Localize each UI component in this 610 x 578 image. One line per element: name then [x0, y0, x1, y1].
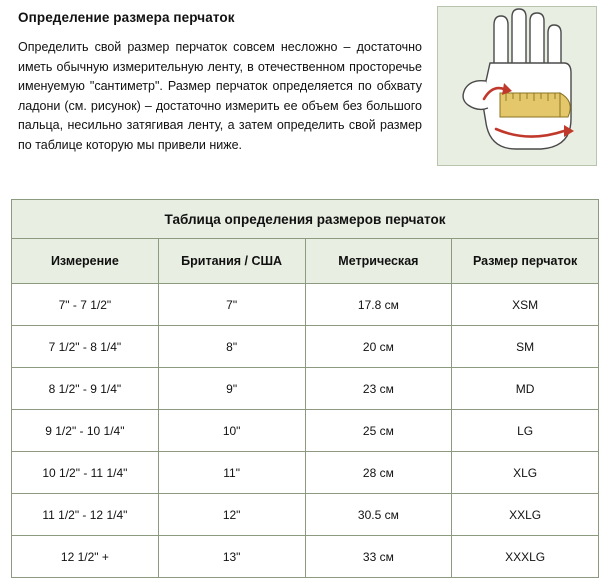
- table-caption-row: [12, 200, 599, 239]
- cell-measurement: 7 1/2" - 8 1/4": [12, 326, 159, 368]
- intro-paragraph: Определить свой размер перчаток совсем несложно – достаточно иметь обычную измерительную ленту, в отечественном просторечье именуемую "сантиметр". Размер перчаток определяется по обхвату ладони (см. рисунок) – достаточно измерить ее объем без большого пальца, несильно затягивая ленту, а затем определить свой размер по таблице которую мы привели ниже.: [18, 40, 422, 152]
- table-header-row: [12, 239, 599, 284]
- cell-glove-size: LG: [452, 410, 599, 452]
- hand-illustration-svg: [438, 7, 596, 165]
- cell-uk-usa: 7": [158, 284, 305, 326]
- table-body: [12, 284, 599, 578]
- cell-metric: 17.8 см: [305, 284, 452, 326]
- page-title: Определение размера перчаток: [18, 10, 235, 25]
- cell-measurement: 10 1/2" - 11 1/4": [12, 452, 159, 494]
- column-header-measurement: Измерение: [12, 239, 159, 284]
- table-row: [12, 410, 599, 452]
- cell-glove-size: XXXLG: [452, 536, 599, 578]
- table-caption: Таблица определения размеров перчаток: [12, 200, 599, 239]
- cell-glove-size: MD: [452, 368, 599, 410]
- glove-size-table: [11, 199, 599, 578]
- cell-metric: 30.5 см: [305, 494, 452, 536]
- cell-measurement: 12 1/2" +: [12, 536, 159, 578]
- cell-glove-size: SM: [452, 326, 599, 368]
- cell-glove-size: XSM: [452, 284, 599, 326]
- cell-measurement: 8 1/2" - 9 1/4": [12, 368, 159, 410]
- cell-measurement: 7" - 7 1/2": [12, 284, 159, 326]
- table-row: [12, 452, 599, 494]
- cell-metric: 28 см: [305, 452, 452, 494]
- table-row: [12, 368, 599, 410]
- cell-measurement: 11 1/2" - 12 1/4": [12, 494, 159, 536]
- column-header-metric: Метрическая: [305, 239, 452, 284]
- cell-metric: 25 см: [305, 410, 452, 452]
- column-header-glove-size: Размер перчаток: [452, 239, 599, 284]
- table-row: [12, 326, 599, 368]
- tape-measure: [500, 93, 570, 117]
- cell-glove-size: XLG: [452, 452, 599, 494]
- cell-metric: 20 см: [305, 326, 452, 368]
- cell-uk-usa: 9": [158, 368, 305, 410]
- cell-uk-usa: 13": [158, 536, 305, 578]
- table-row: [12, 284, 599, 326]
- cell-uk-usa: 8": [158, 326, 305, 368]
- hand-measuring-illustration: [437, 6, 597, 166]
- table-row: [12, 536, 599, 578]
- cell-uk-usa: 12": [158, 494, 305, 536]
- cell-measurement: 9 1/2" - 10 1/4": [12, 410, 159, 452]
- column-header-uk-usa: Британия / США: [158, 239, 305, 284]
- table-row: [12, 494, 599, 536]
- cell-glove-size: XXLG: [452, 494, 599, 536]
- cell-uk-usa: 11": [158, 452, 305, 494]
- cell-metric: 33 см: [305, 536, 452, 578]
- cell-metric: 23 см: [305, 368, 452, 410]
- cell-uk-usa: 10": [158, 410, 305, 452]
